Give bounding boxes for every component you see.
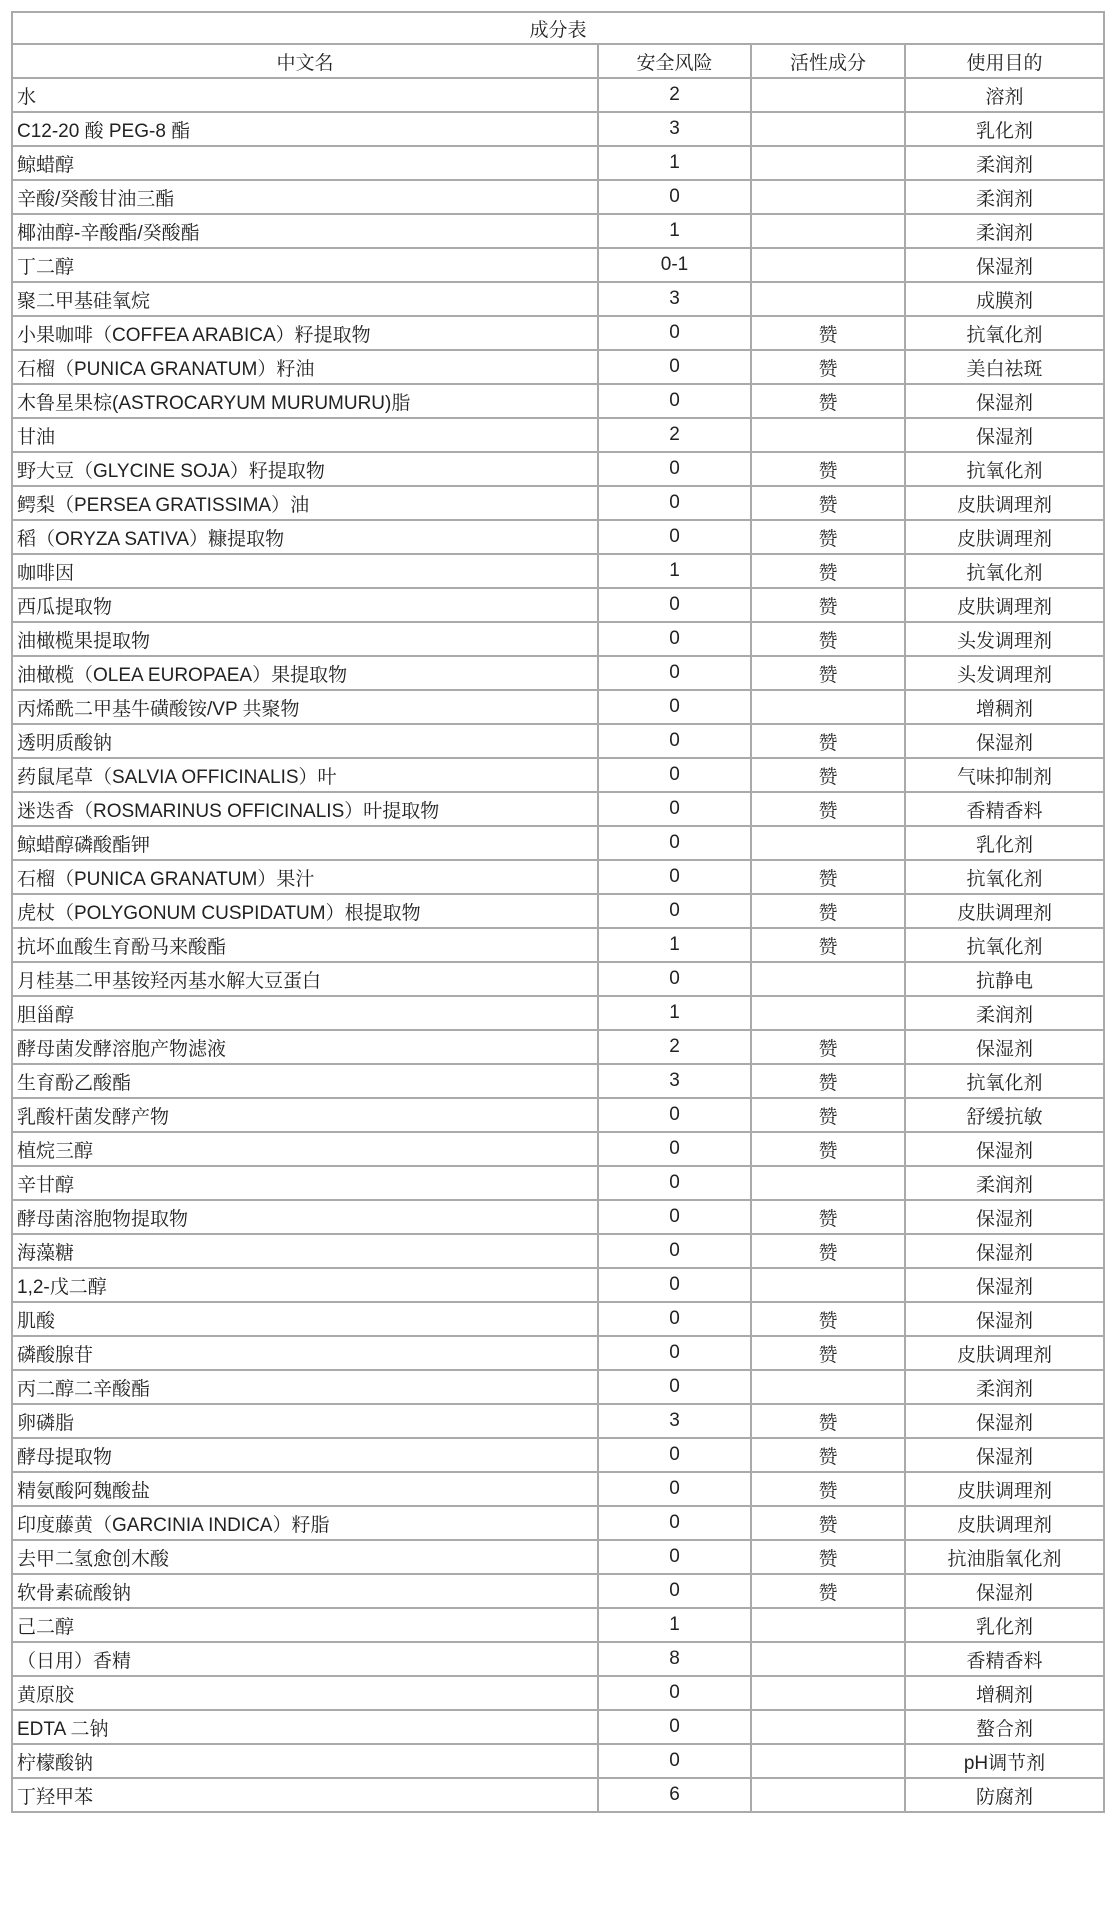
- active-ingredient-cell: [751, 962, 905, 996]
- purpose-cell: 保湿剂: [905, 1132, 1104, 1166]
- table-row: [12, 452, 1104, 486]
- purpose-cell: 皮肤调理剂: [905, 520, 1104, 554]
- active-ingredient-cell: 赞: [751, 316, 905, 350]
- active-ingredient-cell: 赞: [751, 1574, 905, 1608]
- purpose-cell: 保湿剂: [905, 1268, 1104, 1302]
- ingredient-name-cell: 稻（ORYZA SATIVA）糠提取物: [12, 520, 598, 554]
- ingredient-name-cell: 磷酸腺苷: [12, 1336, 598, 1370]
- purpose-cell: 增稠剂: [905, 1676, 1104, 1710]
- table-row: [12, 1064, 1104, 1098]
- purpose-cell: 皮肤调理剂: [905, 1472, 1104, 1506]
- column-header-purpose: 使用目的: [905, 44, 1104, 78]
- purpose-cell: 柔润剂: [905, 1166, 1104, 1200]
- active-ingredient-cell: 赞: [751, 894, 905, 928]
- purpose-cell: 保湿剂: [905, 1404, 1104, 1438]
- active-ingredient-cell: 赞: [751, 350, 905, 384]
- safety-risk-cell: 0: [598, 1540, 751, 1574]
- safety-risk-cell: 0: [598, 180, 751, 214]
- active-ingredient-cell: 赞: [751, 758, 905, 792]
- purpose-cell: 保湿剂: [905, 248, 1104, 282]
- purpose-cell: 乳化剂: [905, 1608, 1104, 1642]
- ingredient-name-cell: 油橄榄果提取物: [12, 622, 598, 656]
- active-ingredient-cell: [751, 248, 905, 282]
- table-row: [12, 1574, 1104, 1608]
- table-row: [12, 826, 1104, 860]
- safety-risk-cell: 1: [598, 1608, 751, 1642]
- active-ingredient-cell: [751, 1608, 905, 1642]
- table-row: [12, 384, 1104, 418]
- ingredient-name-cell: 乳酸杆菌发酵产物: [12, 1098, 598, 1132]
- purpose-cell: 增稠剂: [905, 690, 1104, 724]
- table-row: [12, 1744, 1104, 1778]
- ingredient-name-cell: 水: [12, 78, 598, 112]
- ingredient-name-cell: 植烷三醇: [12, 1132, 598, 1166]
- table-row: [12, 214, 1104, 248]
- safety-risk-cell: 0: [598, 1166, 751, 1200]
- purpose-cell: 柔润剂: [905, 996, 1104, 1030]
- ingredient-name-cell: 酵母菌溶胞物提取物: [12, 1200, 598, 1234]
- safety-risk-cell: 8: [598, 1642, 751, 1676]
- safety-risk-cell: 3: [598, 1404, 751, 1438]
- table-row: [12, 1268, 1104, 1302]
- ingredient-name-cell: 丙烯酰二甲基牛磺酸铵/VP 共聚物: [12, 690, 598, 724]
- purpose-cell: 香精香料: [905, 1642, 1104, 1676]
- safety-risk-cell: 0: [598, 724, 751, 758]
- ingredient-name-cell: 己二醇: [12, 1608, 598, 1642]
- table-row: [12, 1302, 1104, 1336]
- ingredient-name-cell: 迷迭香（ROSMARINUS OFFICINALIS）叶提取物: [12, 792, 598, 826]
- safety-risk-cell: 1: [598, 928, 751, 962]
- safety-risk-cell: 6: [598, 1778, 751, 1812]
- purpose-cell: 皮肤调理剂: [905, 588, 1104, 622]
- purpose-cell: 乳化剂: [905, 112, 1104, 146]
- purpose-cell: 皮肤调理剂: [905, 1336, 1104, 1370]
- safety-risk-cell: 0: [598, 350, 751, 384]
- ingredient-name-cell: 椰油醇-辛酸酯/癸酸酯: [12, 214, 598, 248]
- table-row: [12, 554, 1104, 588]
- table-title: 成分表: [12, 12, 1104, 44]
- ingredient-name-cell: 月桂基二甲基铵羟丙基水解大豆蛋白: [12, 962, 598, 996]
- active-ingredient-cell: [751, 1642, 905, 1676]
- safety-risk-cell: 0: [598, 1744, 751, 1778]
- ingredient-name-cell: 丁羟甲苯: [12, 1778, 598, 1812]
- ingredient-name-cell: 透明质酸钠: [12, 724, 598, 758]
- safety-risk-cell: 0: [598, 1268, 751, 1302]
- purpose-cell: 乳化剂: [905, 826, 1104, 860]
- table-row: [12, 724, 1104, 758]
- column-header-safety-risk: 安全风险: [598, 44, 751, 78]
- safety-risk-cell: 0: [598, 1676, 751, 1710]
- table-row: [12, 316, 1104, 350]
- ingredient-name-cell: 咖啡因: [12, 554, 598, 588]
- purpose-cell: 香精香料: [905, 792, 1104, 826]
- active-ingredient-cell: 赞: [751, 622, 905, 656]
- active-ingredient-cell: [751, 1370, 905, 1404]
- column-header-name: 中文名: [12, 44, 598, 78]
- purpose-cell: 抗氧化剂: [905, 928, 1104, 962]
- table-row: [12, 860, 1104, 894]
- ingredient-name-cell: 石榴（PUNICA GRANATUM）籽油: [12, 350, 598, 384]
- safety-risk-cell: 3: [598, 282, 751, 316]
- purpose-cell: 保湿剂: [905, 1574, 1104, 1608]
- active-ingredient-cell: [751, 690, 905, 724]
- purpose-cell: 皮肤调理剂: [905, 894, 1104, 928]
- purpose-cell: 柔润剂: [905, 1370, 1104, 1404]
- table-row: [12, 1438, 1104, 1472]
- active-ingredient-cell: 赞: [751, 1132, 905, 1166]
- ingredient-name-cell: （日用）香精: [12, 1642, 598, 1676]
- safety-risk-cell: 0: [598, 588, 751, 622]
- safety-risk-cell: 3: [598, 1064, 751, 1098]
- ingredient-name-cell: 胆甾醇: [12, 996, 598, 1030]
- purpose-cell: 保湿剂: [905, 724, 1104, 758]
- purpose-cell: 保湿剂: [905, 1234, 1104, 1268]
- active-ingredient-cell: [751, 112, 905, 146]
- safety-risk-cell: 0: [598, 690, 751, 724]
- safety-risk-cell: 0: [598, 656, 751, 690]
- safety-risk-cell: 0-1: [598, 248, 751, 282]
- ingredient-name-cell: 辛酸/癸酸甘油三酯: [12, 180, 598, 214]
- safety-risk-cell: 0: [598, 792, 751, 826]
- purpose-cell: 气味抑制剂: [905, 758, 1104, 792]
- active-ingredient-cell: [751, 1710, 905, 1744]
- column-header-active-ingredient: 活性成分: [751, 44, 905, 78]
- ingredient-name-cell: 小果咖啡（COFFEA ARABICA）籽提取物: [12, 316, 598, 350]
- purpose-cell: 抗氧化剂: [905, 452, 1104, 486]
- table-row: [12, 690, 1104, 724]
- safety-risk-cell: 0: [598, 1506, 751, 1540]
- table-row: [12, 962, 1104, 996]
- table-row: [12, 1642, 1104, 1676]
- ingredient-name-cell: 卵磷脂: [12, 1404, 598, 1438]
- table-row: [12, 1132, 1104, 1166]
- purpose-cell: 保湿剂: [905, 418, 1104, 452]
- ingredient-name-cell: 肌酸: [12, 1302, 598, 1336]
- active-ingredient-cell: [751, 418, 905, 452]
- ingredient-name-cell: 聚二甲基硅氧烷: [12, 282, 598, 316]
- active-ingredient-cell: 赞: [751, 928, 905, 962]
- ingredient-name-cell: EDTA 二钠: [12, 1710, 598, 1744]
- safety-risk-cell: 0: [598, 1370, 751, 1404]
- purpose-cell: 头发调理剂: [905, 622, 1104, 656]
- table-row: [12, 180, 1104, 214]
- purpose-cell: 保湿剂: [905, 384, 1104, 418]
- active-ingredient-cell: 赞: [751, 554, 905, 588]
- active-ingredient-cell: 赞: [751, 1064, 905, 1098]
- safety-risk-cell: 0: [598, 622, 751, 656]
- ingredient-name-cell: 柠檬酸钠: [12, 1744, 598, 1778]
- purpose-cell: pH调节剂: [905, 1744, 1104, 1778]
- safety-risk-cell: 0: [598, 894, 751, 928]
- table-row: [12, 1336, 1104, 1370]
- safety-risk-cell: 0: [598, 1098, 751, 1132]
- safety-risk-cell: 0: [598, 962, 751, 996]
- ingredient-name-cell: 鳄梨（PERSEA GRATISSIMA）油: [12, 486, 598, 520]
- purpose-cell: 保湿剂: [905, 1030, 1104, 1064]
- safety-risk-cell: 0: [598, 860, 751, 894]
- table-row: [12, 1710, 1104, 1744]
- active-ingredient-cell: 赞: [751, 1336, 905, 1370]
- active-ingredient-cell: [751, 996, 905, 1030]
- active-ingredient-cell: [751, 1744, 905, 1778]
- safety-risk-cell: 1: [598, 996, 751, 1030]
- active-ingredient-cell: 赞: [751, 1234, 905, 1268]
- ingredient-name-cell: 油橄榄（OLEA EUROPAEA）果提取物: [12, 656, 598, 690]
- purpose-cell: 成膜剂: [905, 282, 1104, 316]
- ingredient-name-cell: 精氨酸阿魏酸盐: [12, 1472, 598, 1506]
- ingredient-name-cell: 去甲二氢愈创木酸: [12, 1540, 598, 1574]
- active-ingredient-cell: 赞: [751, 384, 905, 418]
- safety-risk-cell: 0: [598, 1438, 751, 1472]
- active-ingredient-cell: 赞: [751, 520, 905, 554]
- table-row: [12, 78, 1104, 112]
- active-ingredient-cell: 赞: [751, 452, 905, 486]
- active-ingredient-cell: [751, 1676, 905, 1710]
- active-ingredient-cell: [751, 826, 905, 860]
- ingredient-name-cell: 虎杖（POLYGONUM CUSPIDATUM）根提取物: [12, 894, 598, 928]
- active-ingredient-cell: 赞: [751, 1098, 905, 1132]
- ingredient-name-cell: 生育酚乙酸酯: [12, 1064, 598, 1098]
- table-row: [12, 248, 1104, 282]
- ingredient-name-cell: 1,2-戊二醇: [12, 1268, 598, 1302]
- purpose-cell: 抗氧化剂: [905, 1064, 1104, 1098]
- table-row: [12, 1608, 1104, 1642]
- ingredient-name-cell: 酵母提取物: [12, 1438, 598, 1472]
- active-ingredient-cell: 赞: [751, 860, 905, 894]
- safety-risk-cell: 2: [598, 78, 751, 112]
- table-row: [12, 588, 1104, 622]
- ingredient-name-cell: 丙二醇二辛酸酯: [12, 1370, 598, 1404]
- ingredient-name-cell: 药鼠尾草（SALVIA OFFICINALIS）叶: [12, 758, 598, 792]
- ingredient-name-cell: 鲸蜡醇: [12, 146, 598, 180]
- ingredient-name-cell: 野大豆（GLYCINE SOJA）籽提取物: [12, 452, 598, 486]
- table-row: [12, 622, 1104, 656]
- active-ingredient-cell: 赞: [751, 656, 905, 690]
- active-ingredient-cell: 赞: [751, 1200, 905, 1234]
- ingredient-name-cell: 石榴（PUNICA GRANATUM）果汁: [12, 860, 598, 894]
- purpose-cell: 柔润剂: [905, 214, 1104, 248]
- purpose-cell: 舒缓抗敏: [905, 1098, 1104, 1132]
- safety-risk-cell: 2: [598, 1030, 751, 1064]
- safety-risk-cell: 0: [598, 1132, 751, 1166]
- active-ingredient-cell: [751, 214, 905, 248]
- safety-risk-cell: 1: [598, 146, 751, 180]
- safety-risk-cell: 0: [598, 486, 751, 520]
- active-ingredient-cell: 赞: [751, 1540, 905, 1574]
- safety-risk-cell: 0: [598, 384, 751, 418]
- safety-risk-cell: 2: [598, 418, 751, 452]
- table-row: [12, 1030, 1104, 1064]
- ingredient-name-cell: 黄原胶: [12, 1676, 598, 1710]
- active-ingredient-cell: [751, 146, 905, 180]
- active-ingredient-cell: 赞: [751, 588, 905, 622]
- table-row: [12, 792, 1104, 826]
- purpose-cell: 防腐剂: [905, 1778, 1104, 1812]
- table-row: [12, 520, 1104, 554]
- safety-risk-cell: 3: [598, 112, 751, 146]
- active-ingredient-cell: 赞: [751, 792, 905, 826]
- table-row: [12, 1506, 1104, 1540]
- ingredients-table: [11, 11, 1105, 1813]
- safety-risk-cell: 0: [598, 1302, 751, 1336]
- active-ingredient-cell: [751, 1166, 905, 1200]
- purpose-cell: 保湿剂: [905, 1302, 1104, 1336]
- ingredient-name-cell: 抗坏血酸生育酚马来酸酯: [12, 928, 598, 962]
- purpose-cell: 皮肤调理剂: [905, 486, 1104, 520]
- safety-risk-cell: 0: [598, 1200, 751, 1234]
- ingredient-name-cell: 软骨素硫酸钠: [12, 1574, 598, 1608]
- active-ingredient-cell: 赞: [751, 724, 905, 758]
- safety-risk-cell: 0: [598, 1574, 751, 1608]
- ingredient-name-cell: 酵母菌发酵溶胞产物滤液: [12, 1030, 598, 1064]
- safety-risk-cell: 0: [598, 1472, 751, 1506]
- table-row: [12, 1234, 1104, 1268]
- ingredient-name-cell: 木鲁星果棕(ASTROCARYUM MURUMURU)脂: [12, 384, 598, 418]
- active-ingredient-cell: [751, 282, 905, 316]
- active-ingredient-cell: 赞: [751, 486, 905, 520]
- safety-risk-cell: 0: [598, 1336, 751, 1370]
- ingredient-name-cell: 海藻糖: [12, 1234, 598, 1268]
- ingredient-name-cell: 鲸蜡醇磷酸酯钾: [12, 826, 598, 860]
- active-ingredient-cell: 赞: [751, 1506, 905, 1540]
- active-ingredient-cell: [751, 1778, 905, 1812]
- table-row: [12, 1540, 1104, 1574]
- active-ingredient-cell: [751, 78, 905, 112]
- active-ingredient-cell: [751, 180, 905, 214]
- table-row: [12, 656, 1104, 690]
- active-ingredient-cell: 赞: [751, 1302, 905, 1336]
- table-row: [12, 996, 1104, 1030]
- table-row: [12, 418, 1104, 452]
- safety-risk-cell: 0: [598, 826, 751, 860]
- active-ingredient-cell: 赞: [751, 1404, 905, 1438]
- ingredient-name-cell: 辛甘醇: [12, 1166, 598, 1200]
- table-row: [12, 1098, 1104, 1132]
- purpose-cell: 皮肤调理剂: [905, 1506, 1104, 1540]
- table-row: [12, 350, 1104, 384]
- safety-risk-cell: 1: [598, 214, 751, 248]
- active-ingredient-cell: 赞: [751, 1472, 905, 1506]
- ingredient-name-cell: C12-20 酸 PEG-8 酯: [12, 112, 598, 146]
- table-row: [12, 1166, 1104, 1200]
- table-row: [12, 1404, 1104, 1438]
- table-row: [12, 928, 1104, 962]
- purpose-cell: 美白祛斑: [905, 350, 1104, 384]
- safety-risk-cell: 0: [598, 1710, 751, 1744]
- purpose-cell: 头发调理剂: [905, 656, 1104, 690]
- active-ingredient-cell: 赞: [751, 1438, 905, 1472]
- table-row: [12, 1472, 1104, 1506]
- purpose-cell: 溶剂: [905, 78, 1104, 112]
- safety-risk-cell: 0: [598, 758, 751, 792]
- table-row: [12, 894, 1104, 928]
- table-row: [12, 1200, 1104, 1234]
- table-row: [12, 112, 1104, 146]
- safety-risk-cell: 0: [598, 316, 751, 350]
- purpose-cell: 抗氧化剂: [905, 860, 1104, 894]
- ingredient-name-cell: 西瓜提取物: [12, 588, 598, 622]
- active-ingredient-cell: [751, 1268, 905, 1302]
- safety-risk-cell: 0: [598, 452, 751, 486]
- table-row: [12, 146, 1104, 180]
- purpose-cell: 柔润剂: [905, 146, 1104, 180]
- purpose-cell: 柔润剂: [905, 180, 1104, 214]
- purpose-cell: 保湿剂: [905, 1438, 1104, 1472]
- table-row: [12, 1370, 1104, 1404]
- table-row: [12, 1676, 1104, 1710]
- purpose-cell: 抗氧化剂: [905, 316, 1104, 350]
- table-row: [12, 282, 1104, 316]
- purpose-cell: 抗静电: [905, 962, 1104, 996]
- ingredient-name-cell: 丁二醇: [12, 248, 598, 282]
- active-ingredient-cell: 赞: [751, 1030, 905, 1064]
- purpose-cell: 保湿剂: [905, 1200, 1104, 1234]
- purpose-cell: 抗氧化剂: [905, 554, 1104, 588]
- purpose-cell: 抗油脂氧化剂: [905, 1540, 1104, 1574]
- ingredient-name-cell: 甘油: [12, 418, 598, 452]
- table-row: [12, 758, 1104, 792]
- table-row: [12, 486, 1104, 520]
- safety-risk-cell: 0: [598, 1234, 751, 1268]
- ingredient-name-cell: 印度藤黄（GARCINIA INDICA）籽脂: [12, 1506, 598, 1540]
- table-row: [12, 1778, 1104, 1812]
- purpose-cell: 螯合剂: [905, 1710, 1104, 1744]
- safety-risk-cell: 0: [598, 520, 751, 554]
- safety-risk-cell: 1: [598, 554, 751, 588]
